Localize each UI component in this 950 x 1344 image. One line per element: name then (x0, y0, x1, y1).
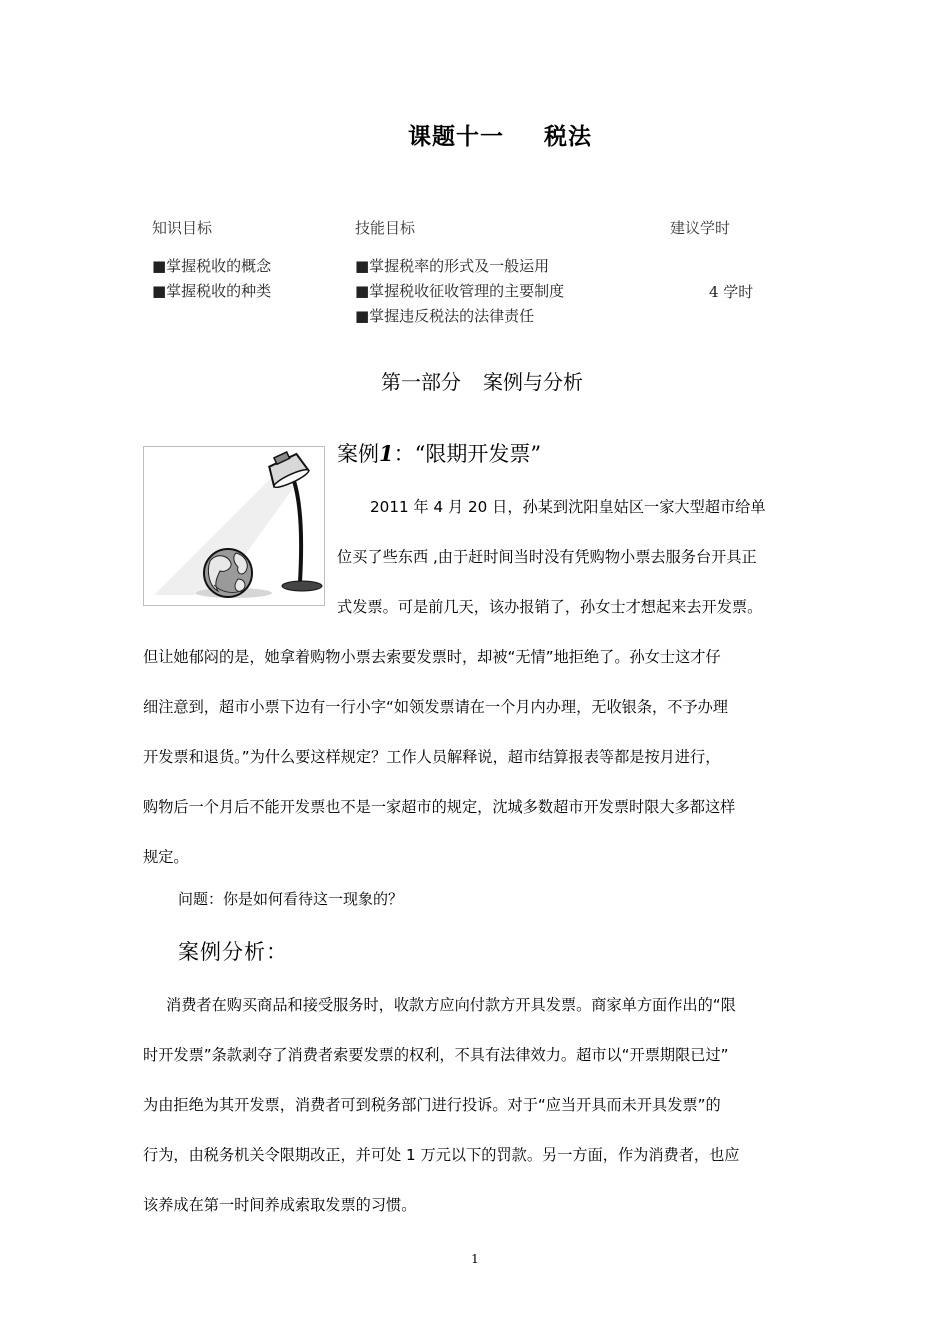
paragraph-line: 消费者在购买商品和接受服务时，收款方应向付款方开具发票。商家单方面作出的“限 (166, 996, 736, 1014)
skill-header: 技能目标 (355, 219, 416, 237)
skill-item: ■掌握税率的形式及一般运用 (355, 257, 550, 275)
analysis-title: 案例分析： (178, 940, 288, 964)
hours-value: 4 学时 (709, 283, 754, 301)
skill-item: ■掌握违反税法的法律责任 (355, 307, 535, 325)
lamp-base (282, 581, 322, 591)
case-paragraph-wrap (337, 532, 762, 632)
knowledge-item: ■掌握税收的概念 (152, 257, 272, 275)
part-text: 案例与分析 (483, 370, 583, 394)
paragraph-line: 位买了些东西 ,由于赶时间当时没有凭购物小票去服务台开具正 (337, 548, 757, 566)
paragraph-line: 为由拒绝为其开发票，消费者可到税务部门进行投诉。对于“应当开具而未开具发票”的 (143, 1096, 721, 1114)
paragraph-line: 时开发票”条款剥夺了消费者索要发票的权利，不具有法律效力。超市以“开票期限已过” (143, 1046, 729, 1064)
case-prefix: 案例 (337, 442, 379, 466)
case-question: 问题：你是如何看待这一现象的？ (178, 890, 404, 908)
lamp-globe-image (144, 447, 324, 605)
paragraph-line: 式发票。可是前几天，该办报销了，孙女士才想起来去开发票。 (337, 598, 763, 616)
analysis-paragraph-intro (166, 980, 736, 1030)
title-sub: 税法 (544, 123, 592, 150)
part-title (0, 366, 950, 395)
hours-header: 建议学时 (670, 219, 731, 237)
paragraph-line: 细注意到，超市小票下边有一行小字“如领发票请在一个月内办理，无收银条，不予办理 (143, 698, 728, 716)
page-title (0, 118, 950, 151)
case-number: 1 (379, 441, 394, 466)
knowledge-item: ■掌握税收的种类 (152, 282, 272, 300)
case-title (337, 438, 541, 468)
paragraph-line: 规定。 (143, 848, 189, 866)
paragraph-line: 但让她郁闷的是，她拿着购物小票去索要发票时，却被“无情”地拒绝了。孙女士这才仔 (143, 648, 721, 666)
paragraph-line: 购物后一个月后不能开发票也不是一家超市的规定，沈城多数超市开发票时限大多都这样 (143, 798, 736, 816)
paragraph-line: 该养成在第一时间养成索取发票的习惯。 (143, 1196, 417, 1214)
title-main: 课题十一 (408, 123, 504, 150)
page-number: 1 (471, 1252, 479, 1266)
paragraph-line: 行为，由税务机关令限期改正，并可处 1 万元以下的罚款。另一方面，作为消费者，也应 (143, 1146, 740, 1164)
analysis-paragraph (143, 1030, 739, 1230)
part-label: 第一部分 (381, 370, 461, 394)
paragraph-line: 2011 年 4 月 20 日，孙某到沈阳皇姑区一家大型超市给单 (370, 498, 766, 516)
skill-item: ■掌握税收征收管理的主要制度 (355, 282, 565, 300)
case-paragraph-intro (370, 482, 766, 532)
case-title-text: ：“限期开发票” (393, 442, 542, 466)
lamp-pole (294, 481, 301, 582)
paragraph-line: 开发票和退货。”为什么要这样规定？工作人员解释说，超市结算报表等都是按月进行， (143, 748, 721, 766)
knowledge-header: 知识目标 (152, 219, 213, 237)
case-illustration (143, 446, 325, 606)
case-paragraph-full (143, 632, 735, 882)
